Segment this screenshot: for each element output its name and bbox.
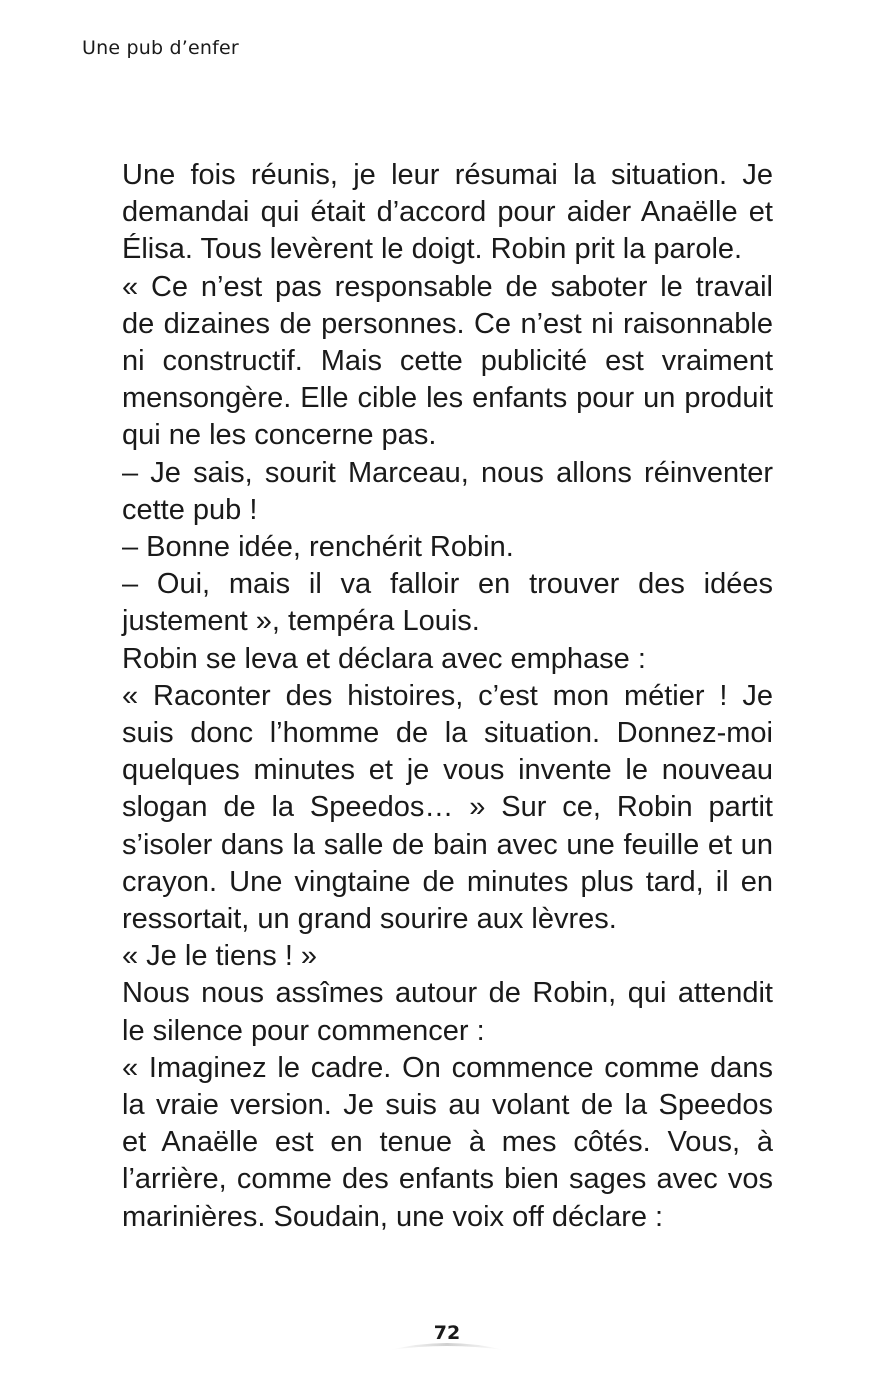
paragraph: Robin se leva et déclara avec emphase : [122,642,646,675]
paragraph: Une fois réunis, je leur résumai la situation. Je demandai qui était d’accord pour aider Anaëlle et Élisa. Tous levèrent le doigt. Robin prit la parole. [122,159,773,266]
paragraph: – Je sais, sourit Marceau, nous allons réinventer cette pub ! [122,456,773,526]
paragraph: « Raconter des histoires, c’est mon métier ! Je suis donc l’homme de la situation. Donnez-moi quelques minutes et je vous invente le nouveau slogan de la Speedos… » Sur ce, Robin partit s’isoler dans la salle de bain avec une feuille et un crayon. Une vingtaine de minutes plus tard, il en ressortait, un grand sourire aux lèvres. [122,679,773,936]
paragraph: « Je le tiens ! » [122,940,318,973]
page-footer [0,1316,894,1356]
paragraph: Nous nous assîmes autour de Robin, qui attendit le silence pour commencer : [122,977,773,1047]
body-text [122,157,773,1236]
running-header: Une pub d’enfer [82,37,239,59]
paragraph: « Ce n’est pas responsable de saboter le travail de dizaines de personnes. Ce n’est ni raisonnable ni constructif. Mais cette publicité est vraiment mensongère. Elle cible les enfants pour un produit qui ne les concerne pas. [122,270,773,452]
paragraph: – Oui, mais il va falloir en trouver des idées justement », tempéra Louis. [122,568,773,638]
page-number: 72 [433,1322,461,1344]
paragraph: – Bonne idée, renchérit Robin. [122,531,514,564]
paragraph: « Imaginez le cadre. On commence comme dans la vraie version. Je suis au volant de la Speedos et Anaëlle est en tenue à mes côtés. Vous, à l’arrière, comme des enfants bien sages avec vos marinières. Soudain, une voix off déclare : [122,1051,773,1233]
